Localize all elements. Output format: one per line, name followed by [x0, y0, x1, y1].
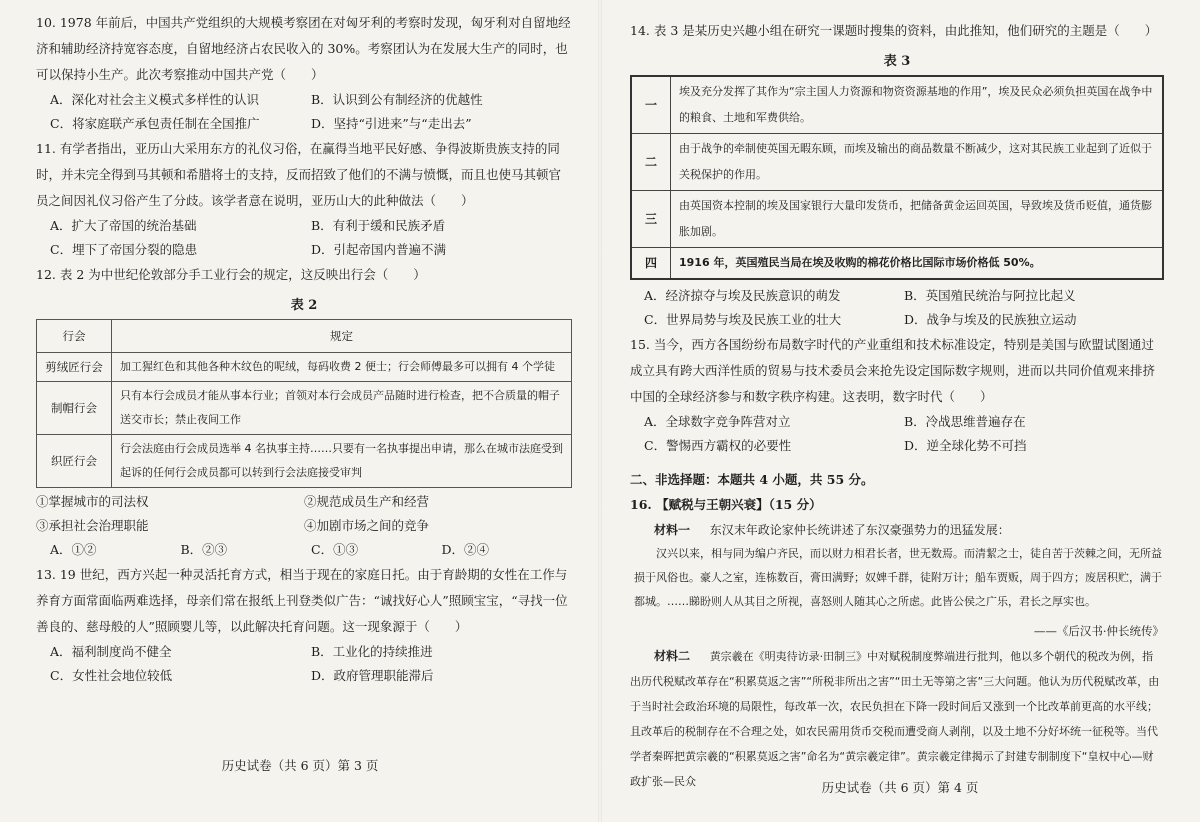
- option-b: B．②③: [180, 542, 228, 557]
- guild-rule: 加工猩红色和其他各种木纹色的呢绒，每码收费 2 便士；行会师傅最多可以拥有 4 个学徒: [112, 353, 572, 382]
- question-stem: 14. 表 3 是某历史兴趣小组在研究一课题时搜集的资料，由此推知，他们研究的主题是（ ）: [630, 23, 1158, 38]
- question-13: [36, 562, 572, 688]
- table-header: 规定: [112, 320, 572, 353]
- option-d: D．逆全球化势不可挡: [904, 438, 1027, 453]
- options: [630, 284, 1164, 332]
- question-stem: 12. 表 2 为中世纪伦敦部分手工业行会的规定，这反映出行会（ ）: [36, 267, 426, 282]
- option-a: A．①②: [50, 542, 97, 557]
- question-11: [36, 136, 572, 262]
- table-header: 行会: [37, 320, 112, 353]
- material-1-source: ——《后汉书·仲长统传》: [1033, 624, 1164, 638]
- table-row: [631, 191, 1163, 248]
- option-d: D．战争与埃及的民族独立运动: [904, 312, 1077, 327]
- table-caption: 表 3: [883, 54, 911, 69]
- page-footer: 历史试卷（共 6 页）第 4 页: [821, 780, 979, 795]
- option-c: C．埋下了帝国分裂的隐患: [50, 242, 198, 257]
- question-12: [36, 262, 572, 562]
- guild-name: 制帽行会: [37, 382, 112, 435]
- option-a: A．扩大了帝国的统治基础: [50, 218, 197, 233]
- row-number: 四: [631, 248, 671, 280]
- material-1-label: 材料一: [654, 523, 691, 537]
- statements: [36, 490, 572, 538]
- option-a: A．福利制度尚不健全: [50, 644, 172, 659]
- options: [36, 538, 572, 562]
- option-b: B．认识到公有制经济的优越性: [311, 92, 483, 107]
- material-2: [630, 644, 1164, 794]
- material-1-intro-text: 东汉末年政论家仲长统讲述了东汉豪强势力的迅猛发展：: [709, 523, 1010, 537]
- row-text: 由英国资本控制的埃及国家银行大量印发货币，把储备黄金运回英国，导致埃及货币贬值，通货膨胀加剧。: [671, 191, 1164, 248]
- question-14: [630, 18, 1164, 332]
- guild-table: [36, 319, 572, 488]
- material-2-text: 黄宗羲在《明夷待访录·田制三》中对赋税制度弊端进行批判，他以多个朝代的税改为例，指出历代税赋改革存在“积累莫返之害”“所税非所出之害”“田土无等第之害”三大问题。他认为历代税赋改革，由于当时社会政治环境的局限性，每改革一次，农民负担在下降一段时间后又涨到一个比改革前更高的水平线；且改革后的税制存在不合理之处，如农民需用货币交税而遭受商人剥削，以及土地不分好坏统一征税等。当代学者秦晖把黄宗羲的“积累莫返之害”命名为“黄宗羲定律”。黄宗羲定律揭示了封建专制制度下“皇权中心—财政扩张—民众: [630, 650, 1160, 788]
- guild-rule: 行会法庭由行会成员选举 4 名执事主持……只要有一名执事提出申请，那么在城市法庭受到起诉的任何行会成员都可以转到行会法庭接受审判: [112, 435, 572, 488]
- question-stem: 11. 有学者指出，亚历山大采用东方的礼仪习俗，在赢得当地平民好感、争得波斯贵族支持的同时，并未完全得到马其顿和希腊将士的支持，反而招致了他们的不满与愤慨，而且也使马其顿官员之间因礼仪习俗产生了分歧。该学者意在说明，亚历山大的此种做法（ ）: [36, 141, 562, 208]
- material-table: [630, 75, 1164, 280]
- table-row: [37, 382, 572, 435]
- question-10: [36, 10, 572, 136]
- material-2-label: 材料二: [654, 649, 691, 663]
- guild-name: 剪绒匠行会: [37, 353, 112, 382]
- options: [36, 88, 572, 136]
- options: [36, 640, 572, 688]
- statement-2: ②规范成员生产和经营: [304, 494, 430, 509]
- option-a: A．全球数字竞争阵营对立: [644, 414, 791, 429]
- guild-rule: 只有本行会成员才能从事本行业；首领对本行会成员产品随时进行检查，把不合质量的帽子送交市长；禁止夜间工作: [112, 382, 572, 435]
- material-1-quote: 汉兴以来，相与同为编户齐民，而以财力相君长者，世无数焉。而清絜之士，徒自苦于茨棘之间，无所益损于风俗也。豪人之室，连栋数百，膏田满野；奴婢千群，徒附万计；船车贾贩，周于四方；废居积贮，满于都城。……睇盼则人从其目之所视，喜怒则人随其心之所虑。此皆公侯之广乐，君长之厚实也。: [634, 547, 1162, 608]
- question-stem: 13. 19 世纪，西方兴起一种灵活托育方式，相当于现在的家庭日托。由于育龄期的女性在工作与养育方面常面临两难选择，母亲们常在报纸上刊登类似广告：“诚找好心人”照顾宝宝，“寻找一位善良的、慈母般的人”照顾婴儿等，以此解决托育问题。这一现象源于（ ）: [36, 567, 568, 634]
- table-row: [631, 76, 1163, 134]
- table-row: [37, 353, 572, 382]
- option-b: B．冷战思维普遍存在: [904, 414, 1026, 429]
- option-c: C．将家庭联产承包责任制在全国推广: [50, 116, 260, 131]
- option-a: A．经济掠夺与埃及民族意识的萌发: [644, 288, 841, 303]
- page-footer: 历史试卷（共 6 页）第 3 页: [221, 758, 379, 773]
- option-c: C．女性社会地位较低: [50, 668, 173, 683]
- statement-3: ③承担社会治理职能: [36, 518, 149, 533]
- option-c: C．世界局势与埃及民族工业的壮大: [644, 312, 842, 327]
- option-d: D．坚持“引进来”与“走出去”: [311, 116, 472, 131]
- option-d: D．政府管理职能滞后: [311, 668, 434, 683]
- row-number: 二: [631, 134, 671, 191]
- option-b: B．英国殖民统治与阿拉比起义: [904, 288, 1076, 303]
- options: [36, 214, 572, 262]
- question-stem: 10. 1978 年前后，中国共产党组织的大规模考察团在对匈牙利的考察时发现，匈牙利对自留地经济和辅助经济持宽容态度，自留地经济占农民收入的 30%。考察团认为在发展大生产的同时，也可以保持小生产。此次考察推动中国共产党（ ）: [36, 15, 571, 82]
- question-15: [630, 332, 1164, 458]
- statement-1: ①掌握城市的司法权: [36, 494, 149, 509]
- table-row: [631, 248, 1163, 280]
- row-text: 由于战争的牵制使英国无暇东顾，而埃及输出的商品数量不断减少，这对其民族工业起到了近似于关税保护的作用。: [671, 134, 1164, 191]
- option-b: B．有利于缓和民族矛盾: [311, 218, 446, 233]
- row-number: 三: [631, 191, 671, 248]
- question-stem: 15. 当今，西方各国纷纷布局数字时代的产业重组和技术标准设定，特别是美国与欧盟试图通过成立具有跨大西洋性质的贸易与技术委员会来抢先设定国际数字规则，进而以共同价值观来排挤中国的全球经济参与和数字秩序构建。这表明，数字时代（ ）: [630, 337, 1156, 404]
- options: [630, 410, 1164, 458]
- table-caption: 表 2: [290, 298, 318, 313]
- table-header-row: [37, 320, 572, 353]
- page-4: [600, 0, 1200, 822]
- row-text: 埃及充分发挥了其作为“宗主国人力资源和物资资源基地的作用”，埃及民众必须负担英国在战争中的粮食、土地和军费供给。: [671, 76, 1164, 134]
- question-title: 16. 【赋税与王朝兴衰】（15 分）: [630, 497, 822, 512]
- table-row: [37, 435, 572, 488]
- guild-name: 织匠行会: [37, 435, 112, 488]
- option-d: D．引起帝国内普遍不满: [311, 242, 447, 257]
- option-b: B．工业化的持续推进: [311, 644, 433, 659]
- material-1-intro: [630, 518, 1164, 542]
- option-c: C．①③: [311, 542, 359, 557]
- option-a: A．深化对社会主义模式多样性的认识: [50, 92, 260, 107]
- row-number: 一: [631, 76, 671, 134]
- option-c: C．警惕西方霸权的必要性: [644, 438, 792, 453]
- row-text: 1916 年，英国殖民当局在埃及收购的棉花价格比国际市场价格低 50%。: [671, 248, 1164, 280]
- section-heading: 二、非选择题：本题共 4 小题，共 55 分。: [630, 472, 874, 487]
- table-row: [631, 134, 1163, 191]
- option-d: D．②④: [441, 542, 490, 557]
- statement-4: ④加剧市场之间的竞争: [304, 518, 430, 533]
- question-16: [630, 492, 1164, 794]
